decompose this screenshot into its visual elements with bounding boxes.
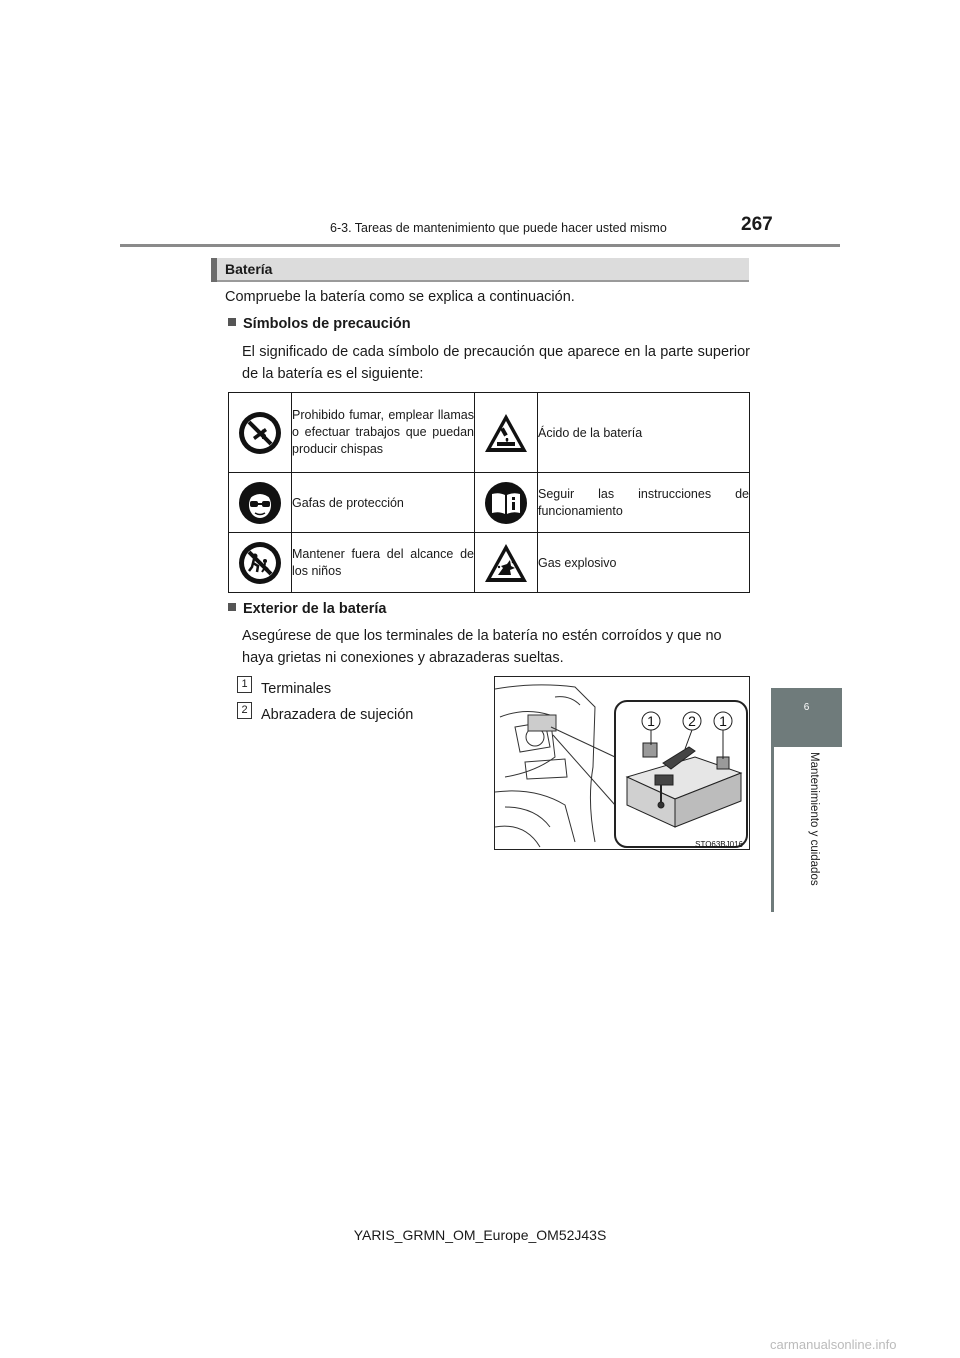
square-bullet-icon	[228, 603, 236, 611]
running-header-section: 6-3. Tareas de mantenimiento que puede hacer usted mismo	[330, 221, 667, 235]
subheading-text: Exterior de la batería	[243, 601, 387, 617]
table-cell-text	[538, 473, 750, 533]
subheading-battery-exterior	[228, 601, 386, 617]
legend-item	[237, 678, 332, 698]
caution-symbols-paragraph: El significado de cada símbolo de precaución que aparece en la parte superior de la batería es el siguiente:	[242, 344, 750, 382]
table-cell-icon	[475, 533, 538, 593]
table-cell-icon	[229, 393, 292, 473]
section-intro: Compruebe la batería como se explica a continuación.	[225, 289, 575, 305]
table-cell-icon	[229, 473, 292, 533]
table-cell-text	[292, 533, 475, 593]
chapter-tab	[771, 688, 842, 747]
legend-item	[237, 704, 414, 724]
chapter-tab-line	[771, 747, 774, 912]
table-cell-text	[538, 393, 750, 473]
header-rule	[120, 244, 840, 247]
caution-symbols-table	[228, 392, 750, 593]
square-bullet-icon	[228, 318, 236, 326]
callout-number: 1	[647, 713, 655, 729]
chapter-tab-title: Mantenimiento y cuidados	[808, 752, 820, 886]
battery-illustration	[494, 676, 750, 850]
section-title: Batería	[225, 261, 273, 277]
keep-away-children-icon	[238, 541, 282, 585]
legend-label: Abrazadera de sujeción	[261, 707, 414, 723]
symbol-description: Mantener fuera del alcance de los niños	[292, 546, 474, 578]
callout-number: 1	[719, 713, 727, 729]
battery-exterior-paragraph: Asegúrese de que los terminales de la batería no estén corroídos y que no haya grietas ni conexiones y abrazaderas sueltas.	[242, 628, 722, 666]
symbol-description: Ácido de la batería	[538, 425, 643, 440]
table-cell-text	[292, 393, 475, 473]
table-cell-icon	[229, 533, 292, 593]
chapter-tab-number: 6	[803, 702, 810, 713]
table-cell-text	[538, 533, 750, 593]
symbol-description: Gafas de protección	[292, 495, 404, 510]
battery-acid-warning-icon	[483, 412, 529, 454]
engine-bay-drawing	[495, 677, 750, 850]
table-cell-text	[292, 473, 475, 533]
table-row	[229, 533, 750, 593]
section-title-marker	[211, 258, 217, 282]
explosive-gas-warning-icon	[483, 542, 529, 584]
table-cell-icon	[475, 473, 538, 533]
table-row	[229, 393, 750, 473]
footer-doc-id: YARIS_GRMN_OM_Europe_OM52J43S	[353, 1227, 607, 1243]
callout-number: 1	[237, 676, 252, 693]
symbol-description: Prohibido fumar, emplear llamas o efectuar trabajos que puedan producir chispas	[292, 408, 474, 456]
no-smoking-flame-icon	[238, 411, 282, 455]
read-manual-icon	[484, 481, 528, 525]
table-row	[229, 473, 750, 533]
symbol-description: Gas explosivo	[538, 555, 617, 570]
symbol-description: Seguir las instrucciones de funcionamiento	[538, 486, 749, 518]
legend-label: Terminales	[261, 681, 332, 697]
callout-number: 2	[237, 702, 252, 719]
eye-protection-icon	[238, 481, 282, 525]
callout-number: 2	[688, 713, 696, 729]
illustration-code: STO63BJ016	[695, 840, 743, 849]
subheading-caution-symbols	[228, 316, 411, 332]
section-title-bar	[211, 258, 749, 282]
table-cell-icon	[475, 393, 538, 473]
page-number: 267	[741, 214, 773, 235]
subheading-text: Símbolos de precaución	[243, 316, 411, 332]
footer-watermark: carmanualsonline.info	[770, 1337, 897, 1352]
